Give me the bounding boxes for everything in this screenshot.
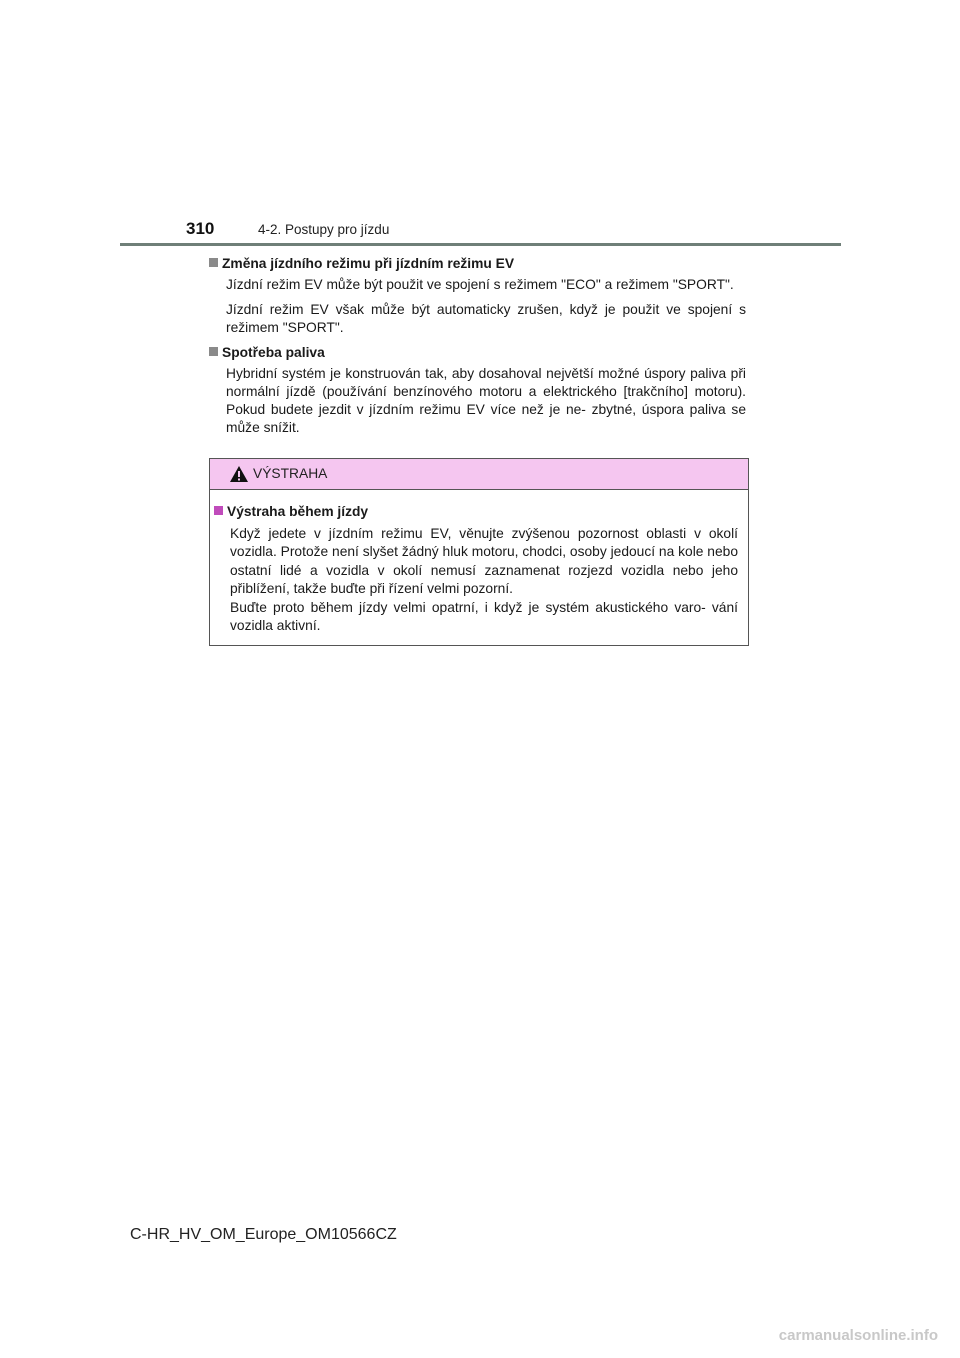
section-ev-mode-change: [209, 255, 746, 337]
paragraph: Jízdní režim EV může být použit ve spojení s režimem "ECO" a režimem "SPORT".: [226, 277, 734, 292]
warning-section-title: [214, 503, 738, 522]
warning-title: VÝSTRAHA: [253, 466, 328, 481]
warning-body: [210, 490, 748, 636]
square-bullet-icon: [209, 347, 218, 356]
document-code: C-HR_HV_OM_Europe_OM10566CZ: [130, 1226, 397, 1243]
square-bullet-icon: [209, 258, 218, 267]
header-divider: [120, 243, 841, 246]
warning-paragraph: Když jedete v jízdním režimu EV, věnujte zvýšenou pozornost oblasti v okolí vozidla. Protože není slyšet žádný hluk motoru, chodci, osoby jedoucí na kole nebo ostatní lidé a vozidla v okolí nemusí zaznamenat rozjezd vozidla nebo jeho přiblížení, takže buďte při řízení velmi pozorní.: [230, 525, 738, 596]
page-number: 310: [186, 219, 215, 238]
paragraph: Hybridní systém je konstruován tak, aby dosahoval největší možné úspory paliva při normální jízdě (používání benzínového motoru a elektrického [trakčního] motoru). Pokud budete jezdit v jízdním režimu EV více než je ne- zbytné, úspora paliva se může snížit.: [226, 366, 746, 435]
square-bullet-icon: [214, 506, 223, 515]
section-title-text: Spotřeba paliva: [222, 345, 325, 360]
section-fuel-consumption: [209, 344, 746, 437]
warning-box: [209, 458, 749, 646]
page-header: [0, 0, 960, 250]
section-title: [209, 255, 746, 273]
paragraph: Jízdní režim EV však může být automaticky zrušen, když je použit ve spojení s režimem "SPORT".: [226, 302, 746, 335]
chapter-title: 4-2. Postupy pro jízdu: [258, 222, 390, 237]
section-title: [209, 344, 746, 362]
warning-triangle-icon: [229, 465, 249, 483]
warning-paragraph: Buďte proto během jízdy velmi opatrní, i když je systém akustického varo- vání vozidla aktivní.: [230, 599, 738, 633]
warning-section-title-text: Výstraha během jízdy: [227, 504, 369, 519]
watermark: carmanualsonline.info: [778, 1327, 938, 1344]
main-content: [209, 255, 746, 444]
warning-header: [210, 459, 748, 490]
section-title-text: Změna jízdního režimu při jízdním režimu EV: [222, 256, 515, 271]
